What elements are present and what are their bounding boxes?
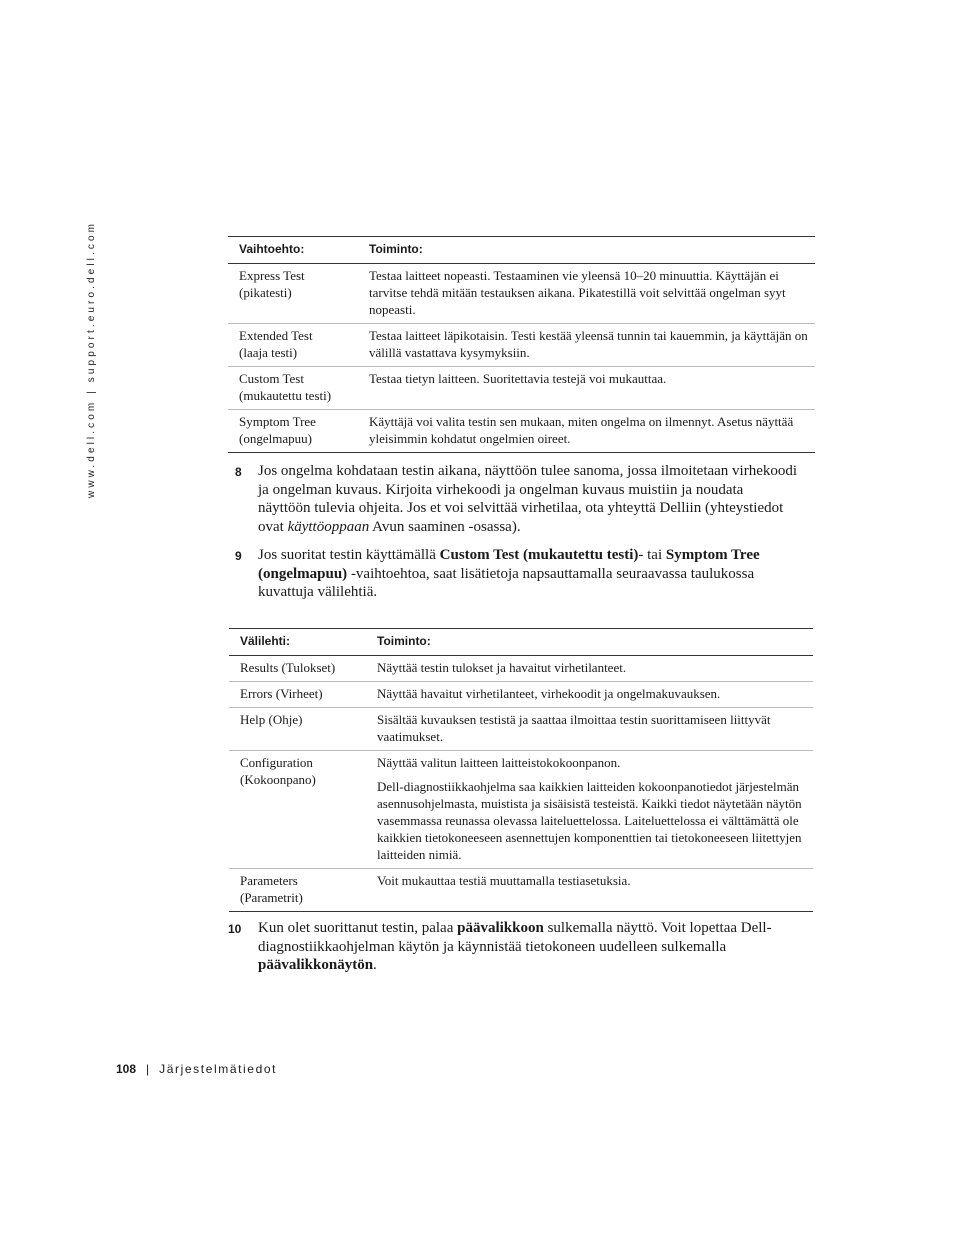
table-header-row	[228, 237, 815, 264]
table-row	[228, 264, 815, 324]
option-translation: (laaja testi)	[239, 345, 298, 360]
tab-name: Parameters	[240, 873, 298, 888]
step-text	[258, 462, 798, 537]
table-row	[229, 708, 813, 751]
description-paragraph: Dell-diagnostiikkaohjelma saa kaikkien laitteiden kokoonpanotiedot järjestelmän asennusohjelmasta, muistista ja sisäisistä testeistä. Kaikki tiedot näytetään näytön vasemmassa reunassa olevassa laiteluettelossa. Laiteluettelossa ei välttämättä ole kaikkien tietokoneeseen asennettujen komponenttien tai tietokoneeseen liitettyjen laitteiden nimiä.	[377, 779, 802, 862]
table-row	[228, 324, 815, 367]
description-cell: Testaa laitteet läpikotaisin. Testi kestää yleensä tunnin tai kauemmin, ja käyttäjän on välillä vastattava kysymyksiin.	[358, 324, 815, 367]
option-name: Symptom Tree	[239, 414, 316, 429]
bold-text: päävalikkonäytön	[258, 957, 374, 974]
bold-text: Custom Test (mukautettu testi)	[439, 547, 639, 563]
description-cell: Voit mukauttaa testiä muuttamalla testiasetuksia.	[366, 869, 813, 912]
description-cell: Testaa laitteet nopeasti. Testaaminen vie yleensä 10–20 minuuttia. Käyttäjän ei tarvitse tehdä mitään testauksen aikana. Pikatestillä voit selvittää ongelman syyt nopeasti.	[358, 264, 815, 324]
text-run: Kun olet suorittanut testin, palaa	[258, 920, 458, 936]
tab-cell	[229, 869, 366, 912]
step-text	[258, 919, 798, 975]
option-name: Express Test	[239, 268, 305, 283]
page-number: 108	[116, 1062, 137, 1076]
text-run: Avun saaminen -osassa).	[369, 519, 521, 536]
description-cell: Käyttäjä voi valita testin sen mukaan, miten ongelma on ilmennyt. Asetus näyttää yleisimmin kohdatut ongelmien oireet.	[358, 410, 815, 453]
description-paragraph: Näyttää valitun laitteen laitteistokokoonpanon.	[377, 755, 621, 770]
step-9	[228, 546, 798, 602]
text-run: -vaihtoehtoa, saat lisätietoja napsauttamalla seuraavassa taulukossa kuvattuja välilehtiä.	[258, 565, 755, 601]
table-row	[229, 751, 813, 869]
column-header: Toiminto:	[366, 629, 813, 656]
table-row	[229, 869, 813, 912]
column-header: Toiminto:	[358, 237, 815, 264]
step-8	[228, 462, 798, 537]
text-run: Jos ongelma kohdataan testin aikana, näyttöön tulee sanoma, jossa ilmoitetaan virhekoodi ja ongelman kuvaus. Kirjoita virhekoodi ja ongelman kuvaus muistiin ja noudata näyttöön tulevia ohjeita. Jos et voi selvittää virhetilaa, ota yhteyttä Delliin (yhteystiedot ovat	[258, 463, 798, 536]
option-name: Extended Test	[239, 328, 313, 343]
option-translation: (ongelmapuu)	[239, 431, 312, 446]
description-cell	[366, 751, 813, 869]
column-header: Vaihtoehto:	[228, 237, 358, 264]
text-run: .	[373, 957, 377, 974]
option-name: Custom Test	[239, 371, 304, 386]
option-cell	[228, 410, 358, 453]
section-title: Järjestelmätiedot	[159, 1062, 278, 1076]
tab-translation: (Kokoonpano)	[240, 772, 316, 787]
tab-cell: Errors (Virheet)	[229, 682, 366, 708]
text-run: - tai	[638, 547, 666, 563]
test-options-table	[228, 236, 815, 453]
table-header-row	[229, 629, 813, 656]
option-cell	[228, 264, 358, 324]
description-cell: Näyttää havaitut virhetilanteet, virhekoodit ja ongelmakuvauksen.	[366, 682, 813, 708]
footer-separator: |	[146, 1062, 150, 1076]
tab-cell	[229, 751, 366, 869]
column-header: Välilehti:	[229, 629, 366, 656]
italic-text: käyttöoppaan	[287, 519, 370, 536]
text-run: Jos suoritat testin käyttämällä	[258, 547, 440, 563]
tabs-table	[229, 628, 813, 912]
table-row	[228, 367, 815, 410]
text-run: sulkemalla näyttö. Voit lopettaa Dell-diagnostiikkaohjelman käytön ja käynnistää tietokoneen uudelleen sulkemalla	[258, 920, 772, 955]
description-cell: Sisältää kuvauksen testistä ja saattaa ilmoittaa testin suorittamiseen liittyvät vaatimukset.	[366, 708, 813, 751]
step-text	[258, 546, 798, 602]
table-row	[229, 656, 813, 682]
option-cell	[228, 367, 358, 410]
tab-cell: Results (Tulokset)	[229, 656, 366, 682]
step-number: 8	[235, 465, 242, 479]
step-10	[228, 919, 798, 975]
step-number: 9	[235, 549, 242, 563]
tab-translation: (Parametrit)	[240, 890, 303, 905]
table-row	[228, 410, 815, 453]
tab-cell: Help (Ohje)	[229, 708, 366, 751]
bold-text: Symptom Tree (ongelmapuu)	[258, 547, 760, 582]
side-url: www.dell.com | support.euro.dell.com	[86, 220, 97, 498]
option-translation: (mukautettu testi)	[239, 388, 332, 403]
option-translation: (pikatesti)	[239, 285, 292, 300]
table-row	[229, 682, 813, 708]
option-cell	[228, 324, 358, 367]
tab-name: Configuration	[240, 755, 313, 770]
description-cell: Testaa tietyn laitteen. Suoritettavia testejä voi mukauttaa.	[358, 367, 815, 410]
bold-text: päävalikkoon	[457, 920, 544, 936]
description-cell: Näyttää testin tulokset ja havaitut virhetilanteet.	[366, 656, 813, 682]
page-footer	[116, 1062, 277, 1076]
step-number: 10	[228, 922, 242, 936]
